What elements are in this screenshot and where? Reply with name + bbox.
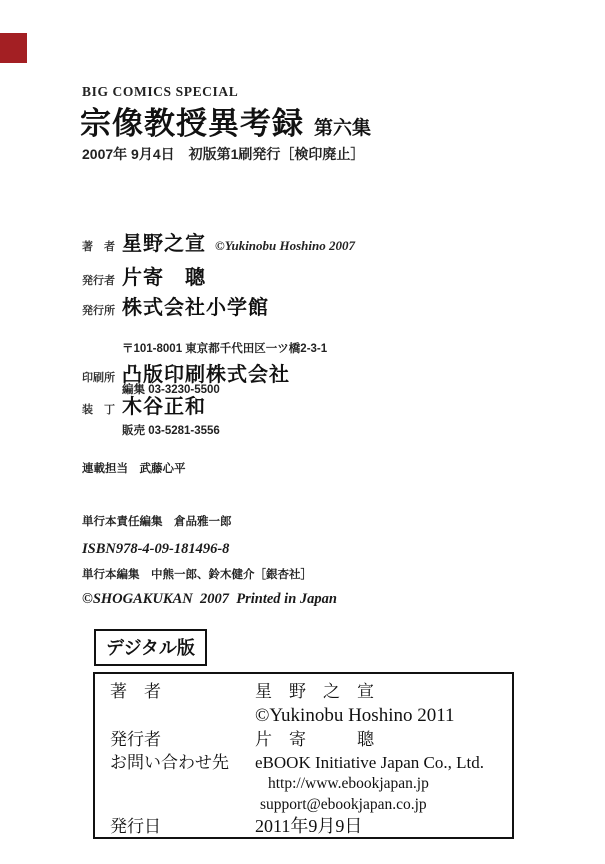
publisher-address: 〒101-8001 東京都千代田区一ツ橋2-3-1: [122, 342, 328, 355]
isbn-copyright-block: [82, 508, 337, 640]
book-designer-name: 木谷正和: [122, 396, 206, 418]
volume-number: 第六集: [314, 118, 372, 139]
publishing-house-name: 株式会社小学館: [122, 297, 269, 319]
credit-row-author: [82, 227, 355, 256]
author-copyright: ©Yukinobu Hoshino 2007: [215, 238, 356, 253]
digital-author-name: 星 野 之 宣: [255, 682, 374, 701]
shogakukan-copyright: ©SHOGAKUKAN 2007 Printed in Japan: [82, 590, 337, 607]
publisher-label: 発行者: [82, 275, 115, 287]
digital-edition-table: [93, 672, 514, 839]
isbn-number: ISBN978-4-09-181496-8: [82, 541, 230, 557]
book-chief-editor: 単行本責任編集 倉品雅一郎: [82, 515, 232, 528]
series-brand: BIG COMICS SPECIAL: [82, 84, 239, 99]
printer-label: 印刷所: [82, 372, 115, 384]
table-row-contact-email: [110, 794, 512, 815]
contact-url: http://www.ebookjapan.jp: [268, 775, 429, 792]
credit-row-book-design: [82, 390, 206, 419]
digital-publisher-label: 発行者: [110, 730, 161, 749]
book-design-label: 装 丁: [82, 404, 115, 416]
contact-company: eBOOK Initiative Japan Co., Ltd.: [255, 753, 484, 772]
credit-row-publisher: [82, 261, 206, 290]
author-name: 星野之宣: [122, 233, 206, 255]
contact-label: お問い合わせ先: [110, 753, 229, 772]
printer-name: 凸版印刷株式会社: [122, 364, 290, 386]
red-stamp: [0, 33, 27, 63]
print-edition-line: 2007年 9月4日 初版第1刷発行［検印廃止］: [82, 146, 365, 162]
publishing-house-label: 発行所: [82, 305, 115, 317]
digital-author-copyright: ©Yukinobu Hoshino 2011: [255, 705, 455, 726]
publisher-name: 片寄 聰: [122, 267, 206, 289]
digital-edition-badge: デジタル版: [94, 629, 207, 666]
book-title-row: [80, 98, 371, 143]
table-row-contact-url: [110, 774, 512, 794]
digital-publisher-name: 片 寄 聰: [255, 730, 374, 749]
credit-row-printer: [82, 358, 290, 387]
digital-author-label: 著 者: [110, 682, 161, 701]
table-row-issue-date: [110, 815, 512, 838]
table-row-publisher: [110, 727, 512, 752]
book-editors: 単行本編集 中熊一郎、鈴木健介［銀杏社］: [82, 568, 312, 581]
serialization-editor: 連載担当 武藤心平: [82, 463, 186, 476]
sales-phone: 販売 03-5281-3556: [122, 425, 220, 438]
issue-date-label: 発行日: [110, 817, 161, 836]
author-label: 著 者: [82, 241, 115, 253]
table-row-author: [110, 680, 512, 704]
issue-date-value: 2011年9月9日: [255, 816, 363, 836]
contact-email: support@ebookjapan.co.jp: [260, 796, 427, 813]
book-title: 宗像教授異考録: [80, 106, 304, 141]
table-row-author-copyright: [110, 704, 512, 727]
table-row-contact: [110, 752, 512, 774]
editorial-phone: 編集 03-3230-5500: [122, 383, 220, 396]
